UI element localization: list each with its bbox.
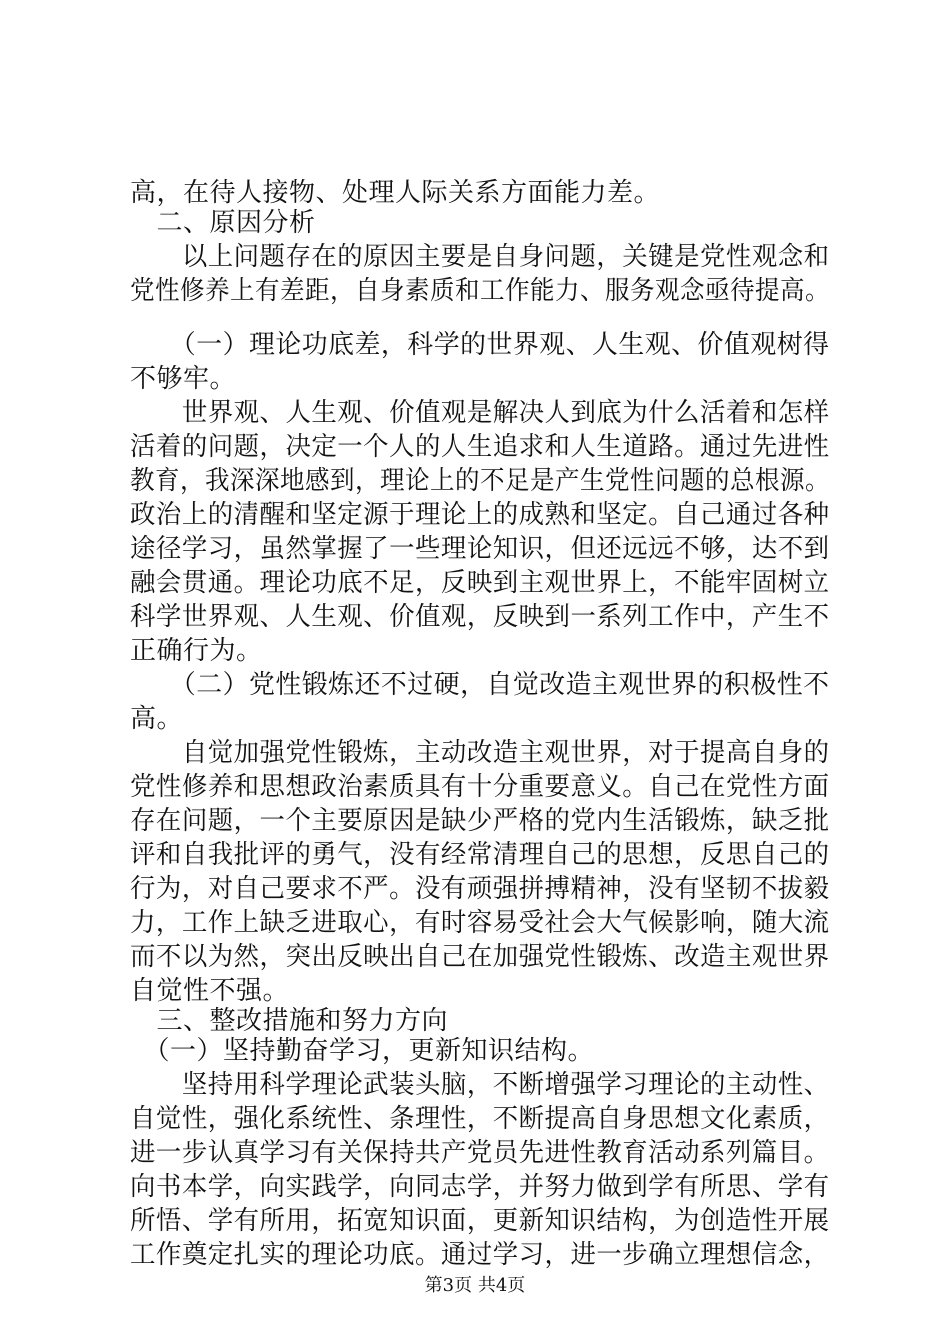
body-line: 政治上的清醒和坚定源于理论上的成熟和坚定。自己通过各种 (130, 500, 830, 530)
subsection-heading: 高。 (130, 704, 184, 734)
body-line: 自觉性不强。 (130, 976, 290, 1006)
body-line: 高，在待人接物、处理人际关系方面能力差。 (130, 178, 661, 208)
page-number-footer: 第3页 共4页 (424, 1275, 526, 1296)
body-line: 以上问题存在的原因主要是自身问题，关键是党性观念和 (130, 242, 830, 272)
body-line: 党性修养和思想政治素质具有十分重要意义。自己在党性方面 (130, 772, 830, 802)
body-line: 坚持用科学理论武装头脑，不断增强学习理论的主动性、 (130, 1070, 830, 1100)
section-heading: 二、原因分析 (130, 208, 316, 238)
subsection-heading: （一）坚持勤奋学习，更新知识结构。 (130, 1036, 595, 1066)
body-line: 党性修养上有差距，自身素质和工作能力、服务观念亟待提高。 (130, 276, 831, 306)
body-line: 教育，我深深地感到，理论上的不足是产生党性问题的总根源。 (130, 466, 831, 496)
section-heading: 三、整改措施和努力方向 (130, 1006, 449, 1036)
subsection-heading: （一）理论功底差，科学的世界观、人生观、价值观树得 (130, 330, 830, 360)
subsection-heading: （二）党性锻炼还不过硬，自觉改造主观世界的积极性不 (130, 670, 830, 700)
body-line: 活着的问题，决定一个人的人生追求和人生道路。通过先进性 (130, 432, 830, 462)
body-line: 力，工作上缺乏进取心，有时容易受社会大气候影响，随大流 (130, 908, 830, 938)
body-line: 自觉性，强化系统性、条理性，不断提高自身思想文化素质， (130, 1104, 830, 1134)
body-line: 行为，对自己要求不严。没有顽强拼搏精神，没有坚韧不拔毅 (130, 874, 830, 904)
body-line: 自觉加强党性锻炼，主动改造主观世界，对于提高自身的 (130, 738, 830, 768)
body-line: 进一步认真学习有关保持共产党员先进性教育活动系列篇目。 (130, 1138, 830, 1168)
body-line: 工作奠定扎实的理论功底。通过学习，进一步确立理想信念， (130, 1240, 830, 1270)
subsection-heading: 不够牢。 (130, 364, 237, 394)
body-line: 而不以为然，突出反映出自己在加强党性锻炼、改造主观世界 (130, 942, 830, 972)
body-line: 科学世界观、人生观、价值观，反映到一系列工作中，产生不 (130, 602, 830, 632)
body-line: 融会贯通。理论功底不足，反映到主观世界上，不能牢固树立 (130, 568, 830, 598)
body-line: 评和自我批评的勇气，没有经常清理自己的思想，反思自己的 (130, 840, 830, 870)
body-line: 正确行为。 (130, 636, 263, 666)
body-line: 向书本学，向实践学，向同志学，并努力做到学有所思、学有 (130, 1172, 830, 1202)
body-line: 途径学习，虽然掌握了一些理论知识，但还远远不够，达不到 (130, 534, 830, 564)
body-line: 所悟、学有所用，拓宽知识面，更新知识结构，为创造性开展 (130, 1206, 830, 1236)
body-line: 世界观、人生观、价值观是解决人到底为什么活着和怎样 (130, 398, 830, 428)
body-line: 存在问题，一个主要原因是缺少严格的党内生活锻炼，缺乏批 (130, 806, 830, 836)
